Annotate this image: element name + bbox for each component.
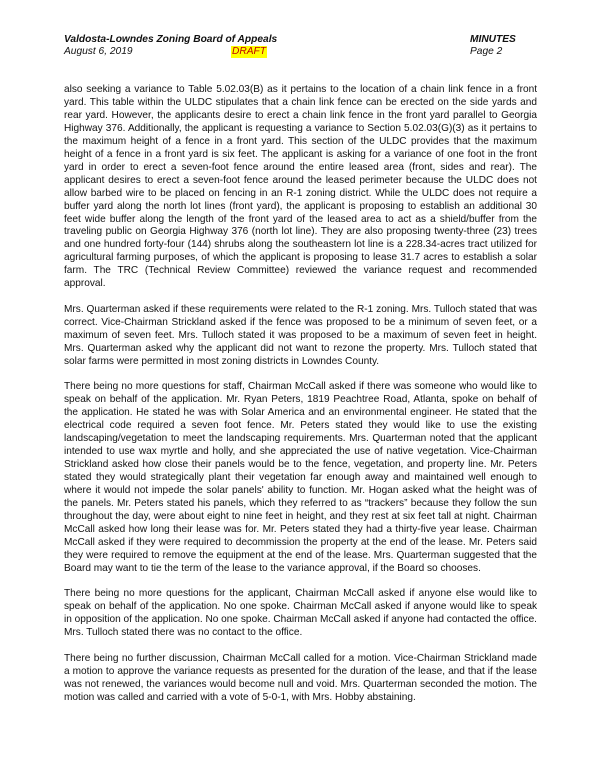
paragraph-public-comment: There being no more questions for the applicant, Chairman McCall asked if anyone else would like to speak on behalf of the application. No one spoke. Chairman McCall asked if anyone would like to speak in opposition of the application. No one spoke. Chairman McCall asked if anyone had contacted the office. Mrs. Tulloch stated there was no contact to the office. [64, 588, 537, 639]
header-date: August 6, 2019 [64, 46, 133, 57]
header-minutes-label: MINUTES [470, 34, 516, 45]
paragraph-applicant-testimony: There being no more questions for staff, Chairman McCall asked if there was someone who would like to speak on behalf of the application. Mr. Ryan Peters, 1819 Peachtree Road, Atlanta, spoke on behalf of the application. He stated he was with Solar America and an environmental engineer. He stated that the electrical code required a seven foot fence. Mr. Peters stated they would like to use the existing landscaping/vegetation to meet the landscaping requirements. Mrs. Quarterman noted that the applicant intended to use wax myrtle and holly, and she appreciated the use of native vegetation. Vice-Chairman Strickland asked how close their panels would be to the fence, vegetation, and property line. Mr. Peters stated they would strategically plant their vegetation far enough away and maintained well enough to where it would not impede the solar panels' ability to function. Mr. Hogan asked what the height was of the panels. Mr. Peters stated his panels, which they referred to as “trackers” because they follow the sun throughout the day, were about eight to nine feet in height, and they rest at six feet tall at night. Chairman McCall asked how long their lease was for. Mr. Peters stated they had a thirty-five year lease. Chairman McCall asked if they were required to decommission the property at the end of the lease. Mr. Peters said they were required to remove the equipment at the end of the lease. Mrs. Quarterman suggested that the Board may want to tie the term of the lease to the variance approval, if the Board so chooses. [64, 381, 537, 574]
paragraph-motion: There being no further discussion, Chairman McCall called for a motion. Vice-Chairman Strickland made a motion to approve the variance requests as presented for the duration of the lease, and that if the lease was not renewed, the variances would become null and void. Mrs. Quarterman seconded the motion. The motion was called and carried with a vote of 5-0-1, with Mrs. Hobby abstaining. [64, 652, 537, 703]
paragraph-questions-staff: Mrs. Quarterman asked if these requirements were related to the R-1 zoning. Mrs. Tulloch stated that was correct. Vice-Chairman Strickland asked if the fence was proposed to be a minimum of seven feet, or a maximum of seven feet. Mrs. Tulloch stated it was proposed to be a maximum of seven feet in height. Mrs. Quarterman asked why the applicant did not want to rezone the property. Mrs. Tulloch stated that solar farms were permitted in most zoning districts in Lowndes County. [64, 303, 537, 367]
header-page-number: Page 2 [470, 46, 503, 57]
paragraph-variance-details: also seeking a variance to Table 5.02.03(B) as it pertains to the location of a chain link fence in a front yard. This table within the ULDC stipulates that a chain link fence can be erected on the side yards and rear yard. However, the applicants desire to erect a chain link fence in the front yard parallel to Georgia Highway 376. Additionally, the applicant is requesting a variance to Section 5.02.03(G)(3) as it pertains to the maximum height of a fence in a front yard. This section of the ULDC provides that the maximum height of a fence in a front yard is six feet. The applicant is asking for a variance of one foot in the front yard in order to erect a seven-foot fence around the entire leased area (front, sides and rear). The applicant desires to erect a seven-foot fence around the leased perimeter because the ULDC does not allow barbed wire to be placed on fencing in an R-1 zoning district. While the ULDC does not require a buffer yard along the north lot lines (front yard), the applicant is proposing to establish an additional 30 feet wide buffer along the length of the front yard of the leased area to act as a shield/buffer from the traveling public on Georgia Highway 376 (north lot line). They are also proposing twenty-three (23) trees and one hundred forty-four (144) shrubs along the southeastern lot line is a 228.34-acres tract utilized for agricultural farming purposes, of which the applicant is proposing to lease 31.7 acres to establish a solar farm. The TRC (Technical Review Committee) reviewed the variance request and recommended approval. [64, 84, 537, 290]
document-body [64, 84, 537, 717]
page-header [64, 34, 536, 58]
header-org-title: Valdosta-Lowndes Zoning Board of Appeals [64, 34, 278, 45]
draft-label: DRAFT [232, 46, 266, 57]
header-row-1 [64, 34, 536, 46]
header-row-2 [64, 46, 536, 58]
